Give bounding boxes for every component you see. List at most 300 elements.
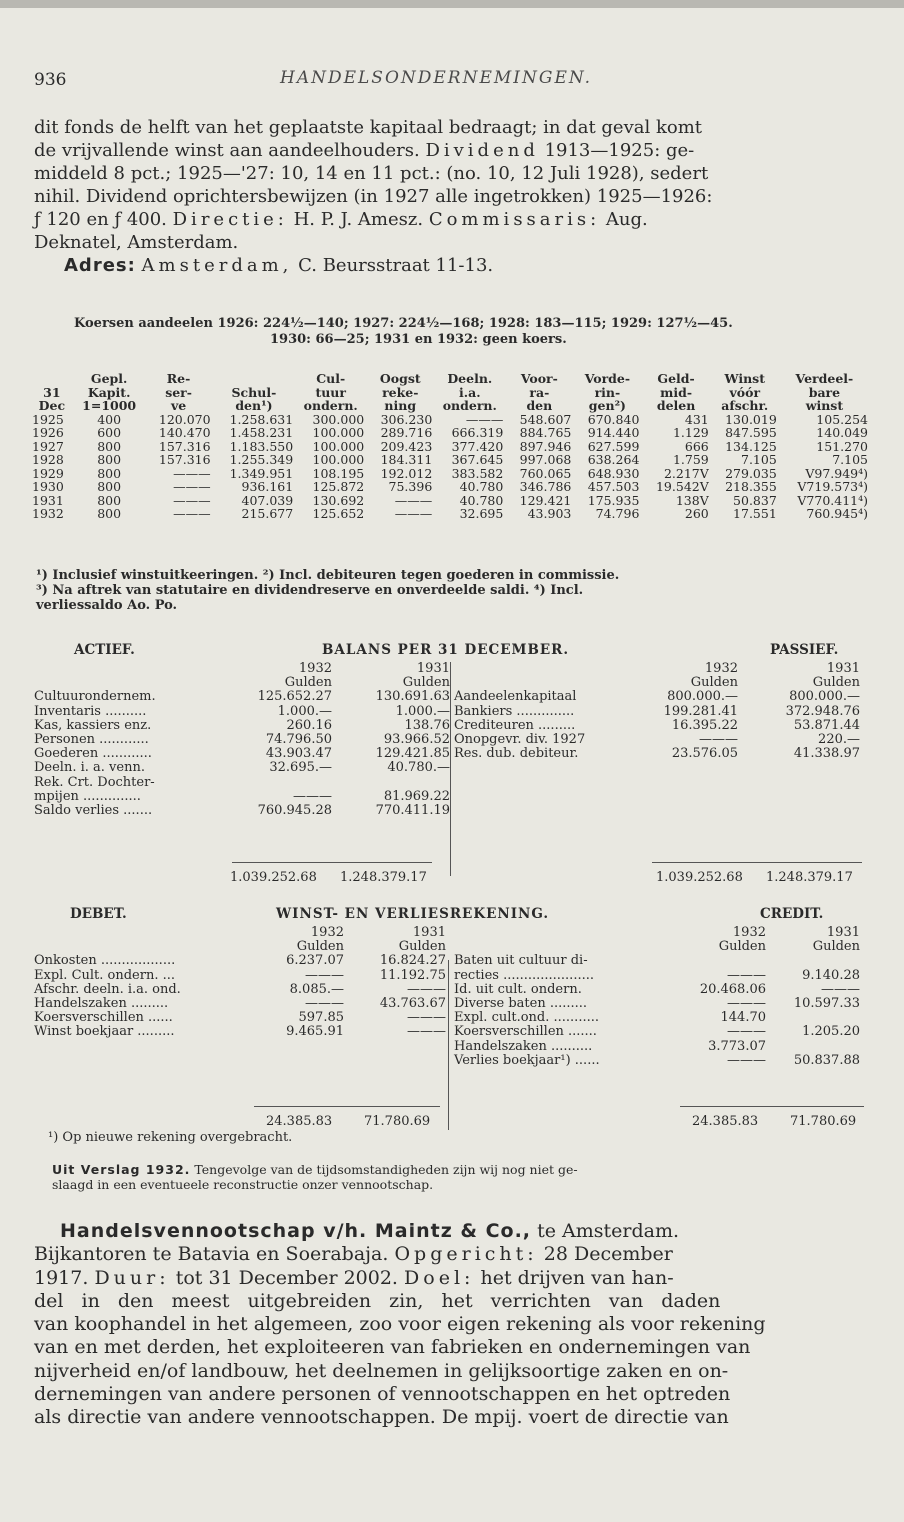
table-cell: ——— — [173, 479, 211, 494]
table-cell: 800 — [97, 506, 122, 521]
table-row — [30, 453, 870, 467]
item-value: ——— — [727, 1052, 766, 1068]
item-value: 8.085.— — [289, 981, 344, 997]
wv-credit-title: CREDIT. — [760, 906, 824, 922]
item-value: ——— — [821, 981, 860, 997]
item-label: Goederen ............ — [34, 746, 152, 762]
table-cell: 638.264 — [587, 452, 640, 467]
item-label: Handelszaken .......... — [454, 1038, 593, 1054]
stats-header-row — [30, 372, 870, 386]
table-cell: 800 — [97, 438, 122, 454]
wv-debet-total-rule — [254, 1106, 440, 1107]
item-value: 800.000.— — [667, 689, 738, 705]
table-cell: 1930 — [32, 479, 64, 494]
table-cell: 184.311 — [380, 452, 433, 467]
maintz-line-6: van en met derden, het exploiteeren van fabrieken en ondernemingen van — [34, 1336, 751, 1359]
table-cell: 260 — [684, 506, 709, 521]
item-label: Baten uit cultuur di- — [454, 953, 588, 969]
table-cell: 1931 — [32, 492, 64, 508]
intro-line-4: nihil. Dividend oprichtersbewijzen (in 1927 alle ingetrokken) 1925—1926: — [34, 186, 713, 207]
item-label: mpijen .............. — [34, 788, 141, 804]
item-label: Diverse baten ......... — [454, 996, 588, 1012]
item-value: 9.465.91 — [286, 1024, 344, 1040]
stats-header-cell: ra- — [529, 384, 550, 400]
table-cell: ——— — [465, 411, 504, 427]
wv-divider — [448, 960, 449, 1130]
item-value: 53.871.44 — [793, 717, 860, 733]
wv-debet-total-1931: 71.780.69 — [364, 1114, 431, 1129]
item-value: 260.16 — [286, 717, 332, 733]
list-item — [452, 954, 862, 968]
stats-header-cell: den — [526, 398, 553, 413]
stats-header-cell: Deeln. — [447, 371, 493, 386]
table-row — [30, 426, 870, 440]
stats-header-cell: Cul- — [316, 371, 346, 386]
item-value — [768, 954, 862, 968]
table-cell: 1.129 — [672, 425, 709, 440]
item-label: Afschr. deeln. i.a. ond. — [34, 981, 181, 997]
item-value: 130.691.63 — [375, 689, 450, 705]
table-cell: 997.068 — [519, 452, 572, 467]
table-cell: 914.440 — [587, 425, 640, 440]
table-cell: 209.423 — [380, 438, 433, 454]
item-value: 1.205.20 — [802, 1024, 860, 1040]
list-item — [32, 997, 448, 1011]
item-label: Koersverschillen ....... — [454, 1024, 597, 1040]
stats-header-cell: ser- — [165, 384, 192, 400]
item-label: Id. uit cult. ondern. — [454, 981, 582, 997]
table-cell: 100.000 — [312, 452, 365, 467]
table-cell: 1.183.550 — [229, 438, 294, 454]
list-item — [452, 1011, 862, 1025]
table-cell: 130.019 — [725, 411, 777, 427]
table-cell: 847.595 — [725, 425, 777, 440]
table-cell: 32.695 — [459, 506, 504, 521]
item-value: 74.796.50 — [265, 732, 332, 748]
item-value — [768, 1011, 862, 1025]
stats-header-cell: ning — [384, 398, 417, 413]
table-cell: 648.930 — [587, 465, 640, 481]
list-item — [452, 1040, 862, 1054]
item-label: Rek. Crt. Dochter- — [34, 774, 155, 790]
table-cell: 800 — [97, 492, 122, 508]
stats-header-cell: tuur — [315, 384, 346, 400]
item-value: 23.576.05 — [671, 746, 738, 762]
item-value — [334, 776, 452, 790]
stats-header-cell: rin- — [594, 384, 621, 400]
table-cell: 125.652 — [312, 506, 365, 521]
item-value: ——— — [305, 967, 344, 983]
item-value: 138.76 — [404, 717, 450, 733]
item-value: ——— — [407, 1010, 446, 1026]
item-value: 760.945.28 — [257, 803, 332, 819]
item-value: 125.652.27 — [257, 689, 332, 705]
item-label: Kas, kassiers enz. — [34, 717, 152, 733]
table-cell: 7.105 — [832, 452, 868, 467]
list-item — [32, 1011, 448, 1025]
table-cell: 75.396 — [388, 479, 433, 494]
table-cell: 120.070 — [158, 411, 211, 427]
stats-header-cell: reke- — [382, 384, 419, 400]
table-cell: 192.012 — [380, 465, 433, 481]
item-value: 9.140.28 — [802, 967, 860, 983]
item-label: Verlies boekjaar¹) ...... — [454, 1052, 600, 1068]
item-value: 81.969.22 — [383, 788, 450, 804]
stats-header-cell: Schul- — [231, 384, 277, 400]
table-row — [30, 480, 870, 494]
adres-label: Adres: — [64, 255, 136, 276]
table-cell: 936.161 — [241, 479, 294, 494]
item-value: 199.281.41 — [663, 703, 738, 719]
stats-header-cell: Voor- — [520, 371, 558, 386]
stats-header-cell — [30, 372, 74, 386]
table-cell: 407.039 — [241, 492, 294, 508]
table-cell: ——— — [173, 465, 211, 481]
stats-header-cell: delen — [656, 398, 696, 413]
table-cell: 134.125 — [725, 438, 777, 454]
list-item — [452, 997, 862, 1011]
table-cell: 800 — [97, 452, 122, 467]
table-cell: 346.786 — [519, 479, 572, 494]
maintz-line-1: Handelsvennootschap v/h. Maintz & Co., te Amsterdam. — [60, 1220, 679, 1242]
wv-credit-table: 1932 1931 Gulden Gulden Baten uit cultuur di- recties ...................... ——— 9.140.28 Id. uit cult. ondern. 20.468.06 ——— Diverse baten ......... ——— 10.597.33 Expl. cult.ond. ........... 144.70 Koersverschillen ....... ——— 1.205.20 Handelszaken .......... 3.773.07 Verlies boekjaar¹) ...... ——— 50.837.88 — [454, 925, 860, 1068]
list-item — [32, 954, 448, 968]
maintz-paragraph — [34, 1220, 870, 1430]
item-value: ——— — [305, 996, 344, 1012]
list-item — [32, 804, 452, 818]
table-cell: 627.599 — [587, 438, 640, 454]
maintz-line-8: dernemingen van andere personen of vennootschappen en het optreden — [34, 1383, 731, 1406]
table-cell: 105.254 — [816, 411, 868, 427]
maintz-line-9: als directie van andere vennootschappen. De mpij. voert de directie van — [34, 1406, 729, 1429]
koersen-line-2: 1930: 66—25; 1931 en 1932: geen koers. — [270, 332, 567, 347]
item-value: 93.966.52 — [383, 732, 450, 748]
intro-line-5: ƒ 120 en ƒ 400. Directie: H. P. J. Amesz. Commissaris: Aug. — [34, 209, 648, 230]
stats-header-cell: ve — [170, 398, 187, 413]
item-value: ——— — [727, 996, 766, 1012]
table-cell: 50.837 — [733, 492, 777, 508]
list-item — [32, 705, 452, 719]
list-item — [452, 1054, 862, 1068]
item-label: Deeln. i. a. venn. — [34, 760, 145, 776]
item-value: 16.824.27 — [379, 953, 446, 969]
list-item — [452, 733, 862, 747]
table-cell: 129.421 — [519, 492, 572, 508]
item-label: Res. dub. debiteur. — [454, 746, 579, 762]
table-cell: ——— — [173, 506, 211, 521]
table-cell: 377.420 — [451, 438, 504, 454]
table-cell: 760.945⁴) — [806, 506, 868, 521]
stats-header-cell: Oogst — [379, 371, 421, 386]
item-label: Expl. Cult. ondern. ... — [34, 967, 175, 983]
table-cell: 175.935 — [587, 492, 640, 508]
item-value: 800.000.— — [789, 689, 860, 705]
item-value: 1.000.— — [277, 703, 332, 719]
table-cell: 1932 — [32, 506, 64, 521]
table-cell: 1928 — [32, 452, 64, 467]
maintz-line-3: 1917. Duur: tot 31 December 2002. Doel: het drijven van han- — [34, 1266, 674, 1289]
list-item — [32, 983, 448, 997]
table-cell: 383.582 — [451, 465, 504, 481]
item-value: 40.780.— — [387, 760, 450, 776]
item-label: Winst boekjaar ......... — [34, 1024, 175, 1040]
table-cell: 279.035 — [725, 465, 777, 481]
table-cell: 1.255.349 — [229, 452, 294, 467]
stats-header-cell: afschr. — [721, 398, 769, 413]
verslag-line-1: Uit Verslag 1932. Tengevolge van de tijdsomstandigheden zijn wij nog niet ge- — [52, 1162, 578, 1177]
stats-header-cell: gen²) — [588, 398, 626, 413]
stats-header-row — [30, 386, 870, 400]
list-item — [32, 733, 452, 747]
table-cell: 400 — [97, 411, 122, 427]
balans-actief-table: 1932 1931 Gulden Gulden Cultuurondernem. 125.652.27 130.691.63 Inventaris .......... 1.000.— 1.000.— Kas, kassiers enz. 260.16 138.76 Personen ............ 74.796.50 93.966.52 Goederen ............ 43.903.47 129.421.85 Deeln. i. a. venn. 32.695.— 40.780.— Rek. Crt. Dochter- mpijen .............. ——— 81.969.22 Saldo verlies ....... 760.945.28 770.411.19 — [34, 661, 450, 819]
stats-header-cell: mid- — [660, 384, 693, 400]
item-label: Inventaris .......... — [34, 703, 147, 719]
item-value: 597.85 — [298, 1010, 344, 1026]
item-value: 43.763.67 — [379, 996, 446, 1012]
item-value: ——— — [699, 732, 738, 748]
koersen-block — [74, 316, 854, 348]
wv-title: WINST- EN VERLIESREKENING. — [276, 906, 550, 922]
balans-passief-total-1931: 1.248.379.17 — [766, 870, 853, 885]
table-cell: 1.458.231 — [229, 425, 294, 440]
stats-header-cell: Geld- — [657, 371, 695, 386]
item-value: 3.773.07 — [708, 1038, 766, 1054]
table-cell: 289.716 — [380, 425, 433, 440]
stats-footnote-1: ¹) Inclusief winstuitkeeringen. ²) Incl. debiteuren tegen goederen in commissie. — [36, 568, 620, 583]
item-value: 1.000.— — [395, 703, 450, 719]
item-value — [682, 954, 768, 968]
balans-passief-total-1932: 1.039.252.68 — [656, 870, 743, 885]
stats-footnote-3: verliessaldo Ao. Po. — [36, 598, 178, 613]
list-item — [452, 719, 862, 733]
table-cell: 548.607 — [519, 411, 572, 427]
list-item — [32, 969, 448, 983]
item-value: 6.237.07 — [286, 953, 344, 969]
wv-credit-total-1931: 71.780.69 — [790, 1114, 857, 1129]
table-cell: 306.230 — [380, 411, 433, 427]
table-cell: 431 — [684, 411, 709, 427]
stats-header-cell: 31 — [43, 384, 61, 400]
balans-passief-title: PASSIEF. — [770, 642, 839, 658]
item-label: Cultuurondernem. — [34, 689, 156, 705]
table-cell: 125.872 — [312, 479, 365, 494]
table-cell: 457.503 — [587, 479, 640, 494]
item-value: 16.395.22 — [671, 717, 738, 733]
table-cell: 1.349.951 — [229, 465, 294, 481]
list-item — [452, 969, 862, 983]
item-label: recties ...................... — [454, 967, 594, 983]
table-cell: 157.316 — [158, 452, 211, 467]
koersen-line-1: Koersen aandeelen 1926: 224½—140; 1927: 224½—168; 1928: 183—115; 1929: 127½—45. — [74, 316, 733, 331]
stats-footnote-2: ³) Na aftrek van statutaire en dividendreserve en onverdeelde saldi. ⁴) Incl. — [36, 583, 584, 598]
stats-header-cell: ondern. — [303, 398, 358, 413]
intro-line-1: dit fonds de helft van het geplaatste kapitaal bedraagt; in dat geval komt — [34, 117, 703, 138]
item-value: 32.695.— — [269, 760, 332, 776]
table-cell: 1.759 — [672, 452, 709, 467]
table-cell: 800 — [97, 465, 122, 481]
running-title: HANDELSONDERNEMINGEN. — [280, 68, 593, 88]
item-value: 50.837.88 — [793, 1052, 860, 1068]
balans-actief-total-1932: 1.039.252.68 — [230, 870, 317, 885]
table-cell: 100.000 — [312, 425, 365, 440]
item-value — [236, 776, 334, 790]
table-cell: 40.780 — [459, 479, 504, 494]
item-label: Handelszaken ......... — [34, 996, 169, 1012]
stats-header-cell: Re- — [166, 371, 191, 386]
balans-passief-total-rule — [652, 862, 862, 863]
item-value: ——— — [727, 967, 766, 983]
table-cell: 897.946 — [519, 438, 572, 454]
table-cell: 108.195 — [312, 465, 365, 481]
list-item — [32, 690, 452, 704]
table-cell: 1927 — [32, 438, 64, 454]
balans-title: BALANS PER 31 DECEMBER. — [322, 642, 570, 658]
item-value: ——— — [407, 1024, 446, 1040]
item-label: Onkosten .................. — [34, 953, 176, 969]
table-cell: 800 — [97, 479, 122, 494]
balans-actief-total-1931: 1.248.379.17 — [340, 870, 427, 885]
list-item — [32, 719, 452, 733]
item-value — [768, 1040, 862, 1054]
wv-debet-table: 1932 1931 Gulden Gulden Onkosten .................. 6.237.07 16.824.27 Expl. Cult. ondern. ... ——— 11.192.75 Afschr. deeln. i.a. ond. 8.085.— ——— Handelszaken ......... ——— 43.763.67 Koersverschillen ...... 597.85 ——— Winst boekjaar ......... 9.465.91 ——— — [34, 925, 446, 1040]
maintz-line-5: van koophandel in het algemeen, zoo voor eigen rekening als voor rekening — [34, 1313, 766, 1336]
table-cell: 130.692 — [312, 492, 365, 508]
table-row — [30, 507, 870, 521]
table-cell: 43.903 — [527, 506, 572, 521]
item-value: 43.903.47 — [265, 746, 332, 762]
intro-paragraph — [34, 116, 870, 277]
table-cell: 1929 — [32, 465, 64, 481]
table-cell: ——— — [394, 492, 433, 508]
table-cell: V719.573⁴) — [797, 479, 868, 494]
table-cell: 666.319 — [451, 425, 504, 440]
item-value: 220.— — [818, 732, 860, 748]
item-value: 372.948.76 — [785, 703, 860, 719]
item-label: Aandeelenkapitaal — [454, 689, 577, 705]
intro-line-6: Deknatel, Amsterdam. — [34, 232, 239, 253]
item-value: ——— — [407, 981, 446, 997]
table-cell: 884.765 — [519, 425, 572, 440]
table-cell: 666 — [684, 438, 709, 454]
wv-footnote: ¹) Op nieuwe rekening overgebracht. — [48, 1130, 293, 1145]
table-row — [30, 440, 870, 454]
stats-header-cell: Dec — [38, 398, 66, 413]
stats-header-cell: Kapit. — [87, 384, 131, 400]
table-cell: 1925 — [32, 411, 64, 427]
balans-actief-title: ACTIEF. — [74, 642, 135, 658]
stats-footnotes — [36, 568, 876, 613]
wv-debet-title: DEBET. — [70, 906, 127, 922]
list-item — [32, 1025, 448, 1039]
list-item — [32, 761, 452, 775]
balans-passief-table: 1932 1931 Gulden Gulden Aandeelenkapitaal 800.000.— 800.000.— Bankiers .............. 199.281.41 372.948.76 Crediteuren ......... 16.395.22 53.871.44 Onopgevr. div. 1927 ——— 220.— Res. dub. debiteur. 23.576.05 41.338.97 — [454, 661, 860, 762]
stats-header-cell: den¹) — [235, 398, 273, 413]
wv-credit-total-1932: 24.385.83 — [692, 1114, 759, 1129]
stats-header-cell: Vorde- — [584, 371, 631, 386]
list-item — [452, 1025, 862, 1039]
verslag-label: Uit Verslag 1932. — [52, 1162, 191, 1177]
table-cell: 157.316 — [158, 438, 211, 454]
table-cell: 1926 — [32, 425, 64, 440]
list-item — [32, 747, 452, 761]
list-item — [452, 705, 862, 719]
table-cell: 670.840 — [587, 411, 640, 427]
table-cell: V97.949⁴) — [805, 465, 868, 481]
item-value: ——— — [727, 1024, 766, 1040]
balans-actief-total-rule — [232, 862, 432, 863]
stats-header-cell — [213, 372, 296, 386]
table-cell: 17.551 — [733, 506, 777, 521]
table-cell: 40.780 — [459, 492, 504, 508]
item-value: 770.411.19 — [375, 803, 450, 819]
intro-line-2: de vrijvallende winst aan aandeelhouders. Dividend 1913—1925: ge- — [34, 140, 695, 161]
table-cell: 138V — [675, 492, 709, 508]
stats-header-cell: 1=1000 — [82, 398, 137, 413]
list-item — [452, 747, 862, 761]
maintz-line-7: nijverheid en/of landbouw, het deelnemen in gelijksoortige zaken en on- — [34, 1359, 729, 1382]
stats-header-cell: bare — [808, 384, 841, 400]
maintz-line-4: del in den meest uitgebreiden zin, het verrichten van daden — [34, 1289, 721, 1312]
list-item — [452, 690, 862, 704]
page-top-edge — [0, 0, 904, 8]
table-cell: 300.000 — [312, 411, 365, 427]
table-cell: 140.470 — [158, 425, 211, 440]
table-cell: 19.542V — [655, 479, 709, 494]
list-item — [32, 776, 452, 790]
maintz-line-2: Bijkantoren te Batavia en Soerabaja. Opgericht: 28 December — [34, 1243, 673, 1266]
table-cell: 100.000 — [312, 438, 365, 454]
stats-header-row — [30, 399, 870, 413]
item-label: Koersverschillen ...... — [34, 1010, 173, 1026]
table-cell: 7.105 — [741, 452, 777, 467]
stats-table — [30, 372, 870, 521]
wv-debet-total-1932: 24.385.83 — [266, 1114, 333, 1129]
item-value: 10.597.33 — [793, 996, 860, 1012]
table-cell: 151.270 — [816, 438, 868, 454]
wv-credit-total-rule — [680, 1106, 864, 1107]
table-row — [30, 467, 870, 481]
page-number: 936 — [34, 70, 67, 90]
item-value: 11.192.75 — [379, 967, 446, 983]
item-label: Saldo verlies ....... — [34, 803, 153, 819]
verslag-line-2: slaagd in een eventueele reconstructie onzer vennootschap. — [52, 1177, 434, 1192]
table-cell: 1.258.631 — [229, 411, 294, 427]
table-cell: 218.355 — [725, 479, 777, 494]
table-cell: 600 — [97, 425, 122, 440]
item-value: 129.421.85 — [375, 746, 450, 762]
table-cell: 74.796 — [595, 506, 640, 521]
table-cell: 760.065 — [519, 465, 572, 481]
stats-header-cell: i.a. — [459, 384, 481, 400]
list-item — [452, 983, 862, 997]
stats-header-cell: vóór — [729, 384, 761, 400]
company-name: Handelsvennootschap v/h. Maintz & Co., — [60, 1220, 532, 1242]
item-value: 41.338.97 — [793, 746, 860, 762]
adres-line: Adres: Amsterdam, C. Beursstraat 11-13. — [64, 255, 494, 276]
item-value: 144.70 — [720, 1010, 766, 1026]
stats-header-cell: Gepl. — [90, 371, 128, 386]
item-label: Personen ............ — [34, 732, 149, 748]
item-value: 20.468.06 — [699, 981, 766, 997]
stats-header-cell: Winst — [724, 371, 765, 386]
table-cell: 2.217V — [663, 465, 709, 481]
item-label: Bankiers .............. — [454, 703, 575, 719]
item-value: ——— — [293, 788, 332, 804]
table-cell: 215.677 — [241, 506, 294, 521]
table-cell: V770.411⁴) — [797, 492, 868, 508]
stats-header-cell: ondern. — [442, 398, 497, 413]
